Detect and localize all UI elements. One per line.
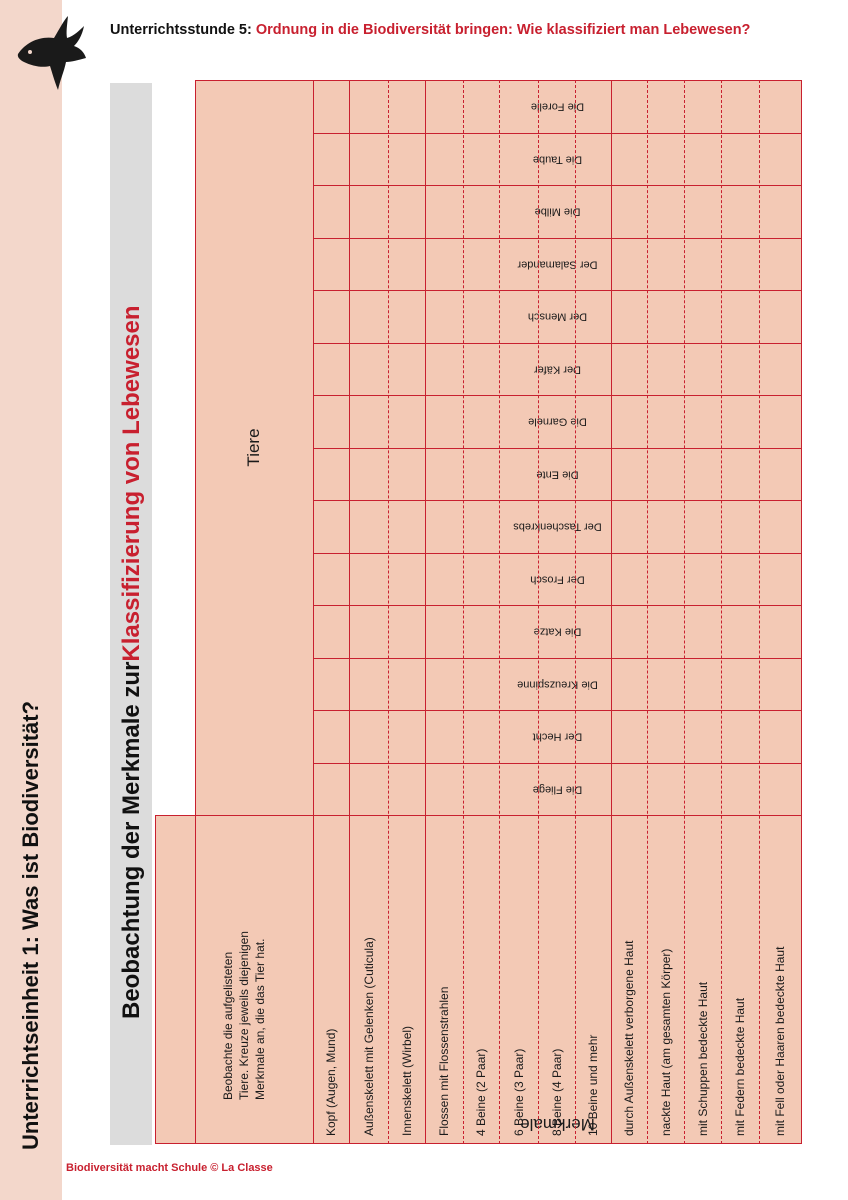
checkbox-cell[interactable]	[388, 185, 425, 238]
checkbox-cell[interactable]	[463, 238, 499, 291]
tiere-divider	[195, 80, 196, 1144]
checkbox-cell[interactable]	[721, 553, 759, 606]
checkbox-cell[interactable]	[425, 710, 463, 763]
unit-title: Unterrichtseinheit 1: Was ist Biodiversität?	[18, 700, 43, 1150]
animal-label: Die Kreuzspinne	[517, 677, 598, 690]
sheet-title-plain: Beobachtung der Merkmale zur	[118, 661, 145, 1019]
checkbox-cell[interactable]	[463, 185, 499, 238]
checkbox-cell[interactable]	[388, 133, 425, 186]
checkbox-cell[interactable]	[647, 658, 684, 711]
checkbox-cell[interactable]	[425, 185, 463, 238]
checkbox-cell[interactable]	[538, 238, 575, 291]
feature-label: 10 Beine und mehr	[586, 1034, 600, 1136]
checkbox-cell[interactable]	[313, 658, 349, 711]
checkbox-cell[interactable]	[313, 710, 349, 763]
checkbox-cell[interactable]	[759, 80, 801, 133]
checkbox-cell[interactable]	[684, 710, 721, 763]
checkbox-cell[interactable]	[313, 80, 349, 133]
checkbox-cell[interactable]	[349, 658, 388, 711]
checkbox-cell[interactable]	[463, 763, 499, 816]
checkbox-cell[interactable]	[538, 185, 575, 238]
feature-label: 4 Beine (2 Paar)	[474, 1048, 488, 1136]
checkbox-cell[interactable]	[611, 658, 647, 711]
checkbox-cell[interactable]	[721, 710, 759, 763]
checkbox-cell[interactable]	[463, 343, 499, 396]
checkbox-cell[interactable]	[499, 763, 538, 816]
checkbox-cell[interactable]	[313, 343, 349, 396]
checkbox-cell[interactable]	[388, 448, 425, 501]
checkbox-cell[interactable]	[647, 80, 684, 133]
checkbox-cell[interactable]	[349, 448, 388, 501]
checkbox-cell[interactable]	[611, 710, 647, 763]
row-header-merkmale: Merkmale	[520, 1115, 595, 1134]
feature-label: mit Federn bedeckte Haut	[733, 997, 747, 1136]
checkbox-cell[interactable]	[349, 500, 388, 553]
checkbox-cell[interactable]	[684, 395, 721, 448]
checkbox-cell[interactable]	[499, 343, 538, 396]
checkbox-cell[interactable]	[313, 448, 349, 501]
checkbox-cell[interactable]	[647, 185, 684, 238]
checkbox-cell[interactable]	[684, 553, 721, 606]
checkbox-cell[interactable]	[499, 448, 538, 501]
lesson-title	[110, 22, 830, 38]
checkbox-cell[interactable]	[463, 553, 499, 606]
checkbox-cell[interactable]	[611, 133, 647, 186]
checkbox-cell[interactable]	[611, 238, 647, 291]
checkbox-cell[interactable]	[349, 395, 388, 448]
animal-label: Der Taschenkrebs	[513, 520, 602, 533]
checkbox-cell[interactable]	[575, 290, 611, 343]
checkbox-cell[interactable]	[721, 763, 759, 816]
feature-label: mit Schuppen bedeckte Haut	[695, 981, 710, 1136]
feature-label: Kopf (Augen, Mund)	[324, 1028, 338, 1136]
checkbox-cell[interactable]	[538, 553, 575, 606]
checkbox-cell[interactable]	[759, 185, 801, 238]
checkbox-cell[interactable]	[425, 238, 463, 291]
checkbox-cell[interactable]	[575, 763, 611, 816]
checkbox-cell[interactable]	[349, 710, 388, 763]
checkbox-cell[interactable]	[425, 605, 463, 658]
animal-label: Der Käfer	[533, 362, 582, 375]
checkbox-cell[interactable]	[611, 500, 647, 553]
checkbox-cell[interactable]	[425, 553, 463, 606]
checkbox-cell[interactable]	[388, 710, 425, 763]
checkbox-cell[interactable]	[313, 185, 349, 238]
animal-label: Die Forelle	[530, 100, 585, 113]
checkbox-cell[interactable]	[463, 710, 499, 763]
checkbox-cell[interactable]	[538, 710, 575, 763]
checkbox-cell[interactable]	[721, 133, 759, 186]
checkbox-cell[interactable]	[499, 605, 538, 658]
checkbox-cell[interactable]	[721, 500, 759, 553]
feature-label: Außenskelett mit Gelenken (Cuticula)	[361, 937, 376, 1136]
table-border-bottom	[155, 1143, 802, 1144]
checkbox-cell[interactable]	[425, 658, 463, 711]
checkbox-cell[interactable]	[575, 553, 611, 606]
checkbox-cell[interactable]	[425, 343, 463, 396]
checkbox-cell[interactable]	[499, 133, 538, 186]
checkbox-cell[interactable]	[684, 238, 721, 291]
checkbox-cell[interactable]	[425, 133, 463, 186]
checkbox-cell[interactable]	[759, 763, 801, 816]
checkbox-cell[interactable]	[499, 658, 538, 711]
checkbox-cell[interactable]	[647, 763, 684, 816]
checkbox-cell[interactable]	[647, 448, 684, 501]
checkbox-cell[interactable]	[684, 185, 721, 238]
checkbox-cell[interactable]	[538, 290, 575, 343]
checkbox-cell[interactable]	[575, 133, 611, 186]
animal-label: Der Mensch	[527, 310, 588, 323]
checkbox-cell[interactable]	[349, 80, 388, 133]
checkbox-cell[interactable]	[388, 395, 425, 448]
checkbox-cell[interactable]	[721, 658, 759, 711]
checkbox-cell[interactable]	[759, 605, 801, 658]
checkbox-cell[interactable]	[425, 395, 463, 448]
checkbox-cell[interactable]	[684, 658, 721, 711]
checkbox-cell[interactable]	[349, 343, 388, 396]
checkbox-cell[interactable]	[349, 605, 388, 658]
checkbox-cell[interactable]	[684, 500, 721, 553]
checkbox-cell[interactable]	[759, 448, 801, 501]
checkbox-cell[interactable]	[647, 553, 684, 606]
checkbox-cell[interactable]	[388, 763, 425, 816]
checkbox-cell[interactable]	[499, 290, 538, 343]
checkbox-cell[interactable]	[499, 395, 538, 448]
checkbox-cell[interactable]	[349, 133, 388, 186]
checkbox-cell[interactable]	[759, 658, 801, 711]
checkbox-cell[interactable]	[499, 710, 538, 763]
checkbox-cell[interactable]	[721, 80, 759, 133]
feature-label: nackte Haut (am gesamten Körper)	[658, 948, 673, 1136]
checkbox-cell[interactable]	[684, 80, 721, 133]
checkbox-cell[interactable]	[575, 448, 611, 501]
instruction-line: Merkmale an, die das Tier hat.	[253, 938, 267, 1100]
checkbox-cell[interactable]	[611, 80, 647, 133]
checkbox-cell[interactable]	[313, 290, 349, 343]
checkbox-cell[interactable]	[388, 290, 425, 343]
checkbox-cell[interactable]	[463, 605, 499, 658]
checkbox-cell[interactable]	[759, 500, 801, 553]
checkbox-cell[interactable]	[721, 448, 759, 501]
checkbox-cell[interactable]	[647, 133, 684, 186]
checkbox-cell[interactable]	[684, 448, 721, 501]
checkbox-cell[interactable]	[463, 658, 499, 711]
feature-label: mit Fell oder Haaren bedeckte Haut	[773, 946, 787, 1136]
checkbox-cell[interactable]	[499, 185, 538, 238]
checkbox-cell[interactable]	[647, 238, 684, 291]
checkbox-cell[interactable]	[538, 395, 575, 448]
sheet-title-highlight: Klassifizierung von Lebewesen	[118, 305, 145, 662]
feature-label: Innenskelett (Wirbel)	[399, 1025, 414, 1136]
checkbox-cell[interactable]	[463, 290, 499, 343]
classification-table	[155, 80, 802, 1144]
checkbox-cell[interactable]	[721, 185, 759, 238]
checkbox-cell[interactable]	[721, 238, 759, 291]
animal-label: Die Garnele	[528, 415, 587, 428]
checkbox-cell[interactable]	[575, 500, 611, 553]
checkbox-cell[interactable]	[499, 553, 538, 606]
checkbox-cell[interactable]	[684, 763, 721, 816]
checkbox-cell[interactable]	[759, 395, 801, 448]
animal-label: Der Frosch	[530, 572, 585, 585]
feature-label: 8 Beine (4 Paar)	[549, 1048, 564, 1136]
checkbox-cell[interactable]	[684, 133, 721, 186]
checkbox-cell[interactable]	[425, 448, 463, 501]
checkbox-cell[interactable]	[721, 395, 759, 448]
checkbox-cell[interactable]	[463, 80, 499, 133]
checkbox-cell[interactable]	[538, 343, 575, 396]
checkbox-cell[interactable]	[575, 605, 611, 658]
checkbox-cell[interactable]	[313, 133, 349, 186]
checkbox-cell[interactable]	[463, 448, 499, 501]
checkbox-cell[interactable]	[759, 710, 801, 763]
checkbox-cell[interactable]	[611, 763, 647, 816]
checkbox-cell[interactable]	[575, 185, 611, 238]
checkbox-cell[interactable]	[684, 605, 721, 658]
checkbox-cell[interactable]	[538, 605, 575, 658]
checkbox-cell[interactable]	[611, 605, 647, 658]
checkbox-cell[interactable]	[463, 500, 499, 553]
checkbox-cell[interactable]	[388, 343, 425, 396]
checkbox-cell[interactable]	[313, 238, 349, 291]
checkbox-cell[interactable]	[647, 500, 684, 553]
checkbox-cell[interactable]	[684, 343, 721, 396]
checkbox-cell[interactable]	[575, 658, 611, 711]
checkbox-cell[interactable]	[538, 80, 575, 133]
animal-label: Der Hecht	[532, 730, 583, 743]
checkbox-cell[interactable]	[611, 448, 647, 501]
checkbox-cell[interactable]	[388, 605, 425, 658]
animal-label: Die Fliege	[532, 782, 583, 795]
checkbox-cell[interactable]	[721, 343, 759, 396]
checkbox-cell[interactable]	[538, 448, 575, 501]
checkbox-cell[interactable]	[425, 80, 463, 133]
animal-label: Die Taube	[532, 152, 583, 165]
animal-label: Die Milbe	[534, 205, 581, 218]
table-border-right	[801, 80, 802, 1144]
table-header-divider	[155, 815, 802, 816]
checkbox-cell[interactable]	[388, 80, 425, 133]
checkbox-cell[interactable]	[611, 395, 647, 448]
feature-label: 6 Beine (3 Paar)	[511, 1048, 526, 1136]
instruction-line: Tiere. Kreuze jeweils diejenigen	[237, 931, 251, 1100]
footer-credit: Biodiversität macht Schule © La Classe	[66, 1162, 273, 1174]
checkbox-cell[interactable]	[575, 395, 611, 448]
checkbox-cell[interactable]	[538, 133, 575, 186]
checkbox-cell[interactable]	[463, 133, 499, 186]
lesson-heading: Ordnung in die Biodiversität bringen: Wie klassifiziert man Lebewesen?	[255, 22, 751, 38]
checkbox-cell[interactable]	[647, 605, 684, 658]
checkbox-cell[interactable]	[349, 238, 388, 291]
checkbox-cell[interactable]	[759, 238, 801, 291]
checkbox-cell[interactable]	[759, 133, 801, 186]
checkbox-cell[interactable]	[611, 553, 647, 606]
checkbox-cell[interactable]	[575, 238, 611, 291]
instruction-line: Beobachte die aufgelisteten	[221, 951, 235, 1100]
checkbox-cell[interactable]	[759, 343, 801, 396]
checkbox-cell[interactable]	[388, 658, 425, 711]
checkbox-cell[interactable]	[388, 553, 425, 606]
checkbox-cell[interactable]	[611, 290, 647, 343]
checkbox-cell[interactable]	[349, 553, 388, 606]
checkbox-cell[interactable]	[538, 500, 575, 553]
checkbox-cell[interactable]	[349, 290, 388, 343]
checkbox-cell[interactable]	[499, 500, 538, 553]
checkbox-cell[interactable]	[313, 605, 349, 658]
checkbox-cell[interactable]	[313, 553, 349, 606]
checkbox-cell[interactable]	[349, 185, 388, 238]
checkbox-cell[interactable]	[538, 658, 575, 711]
checkbox-cell[interactable]	[499, 80, 538, 133]
checkbox-cell[interactable]	[463, 395, 499, 448]
checkbox-cell[interactable]	[388, 500, 425, 553]
checkbox-cell[interactable]	[538, 763, 575, 816]
checkbox-cell[interactable]	[721, 605, 759, 658]
checkbox-cell[interactable]	[425, 290, 463, 343]
checkbox-cell[interactable]	[575, 80, 611, 133]
instruction-text	[209, 830, 279, 1100]
checkbox-cell[interactable]	[647, 290, 684, 343]
animal-label: Die Katze	[533, 625, 582, 638]
checkbox-cell[interactable]	[313, 500, 349, 553]
sheet-title	[112, 159, 152, 1019]
animal-label: Die Ente	[536, 467, 579, 480]
checkbox-cell[interactable]	[313, 763, 349, 816]
checkbox-cell[interactable]	[611, 343, 647, 396]
checkbox-cell[interactable]	[575, 343, 611, 396]
checkbox-cell[interactable]	[721, 290, 759, 343]
checkbox-cell[interactable]	[684, 290, 721, 343]
animal-label: Der Salamander	[517, 257, 598, 270]
table-border-left	[155, 815, 156, 1144]
checkbox-cell[interactable]	[647, 343, 684, 396]
checkbox-cell[interactable]	[425, 763, 463, 816]
feature-label: durch Außenskelett verborgene Haut	[622, 940, 636, 1136]
checkbox-cell[interactable]	[313, 395, 349, 448]
checkbox-cell[interactable]	[759, 290, 801, 343]
checkbox-cell[interactable]	[611, 185, 647, 238]
checkbox-cell[interactable]	[647, 710, 684, 763]
checkbox-cell[interactable]	[647, 395, 684, 448]
feature-label: Flossen mit Flossenstrahlen	[437, 986, 451, 1136]
lesson-prefix: Unterrichtsstunde 5:	[110, 22, 256, 38]
checkbox-cell[interactable]	[425, 500, 463, 553]
checkbox-cell[interactable]	[388, 238, 425, 291]
checkbox-cell[interactable]	[575, 710, 611, 763]
checkbox-cell[interactable]	[759, 553, 801, 606]
checkbox-cell[interactable]	[349, 763, 388, 816]
fish-logo-icon	[14, 14, 90, 92]
checkbox-cell[interactable]	[499, 238, 538, 291]
group-label-tiere: Tiere	[244, 428, 263, 467]
